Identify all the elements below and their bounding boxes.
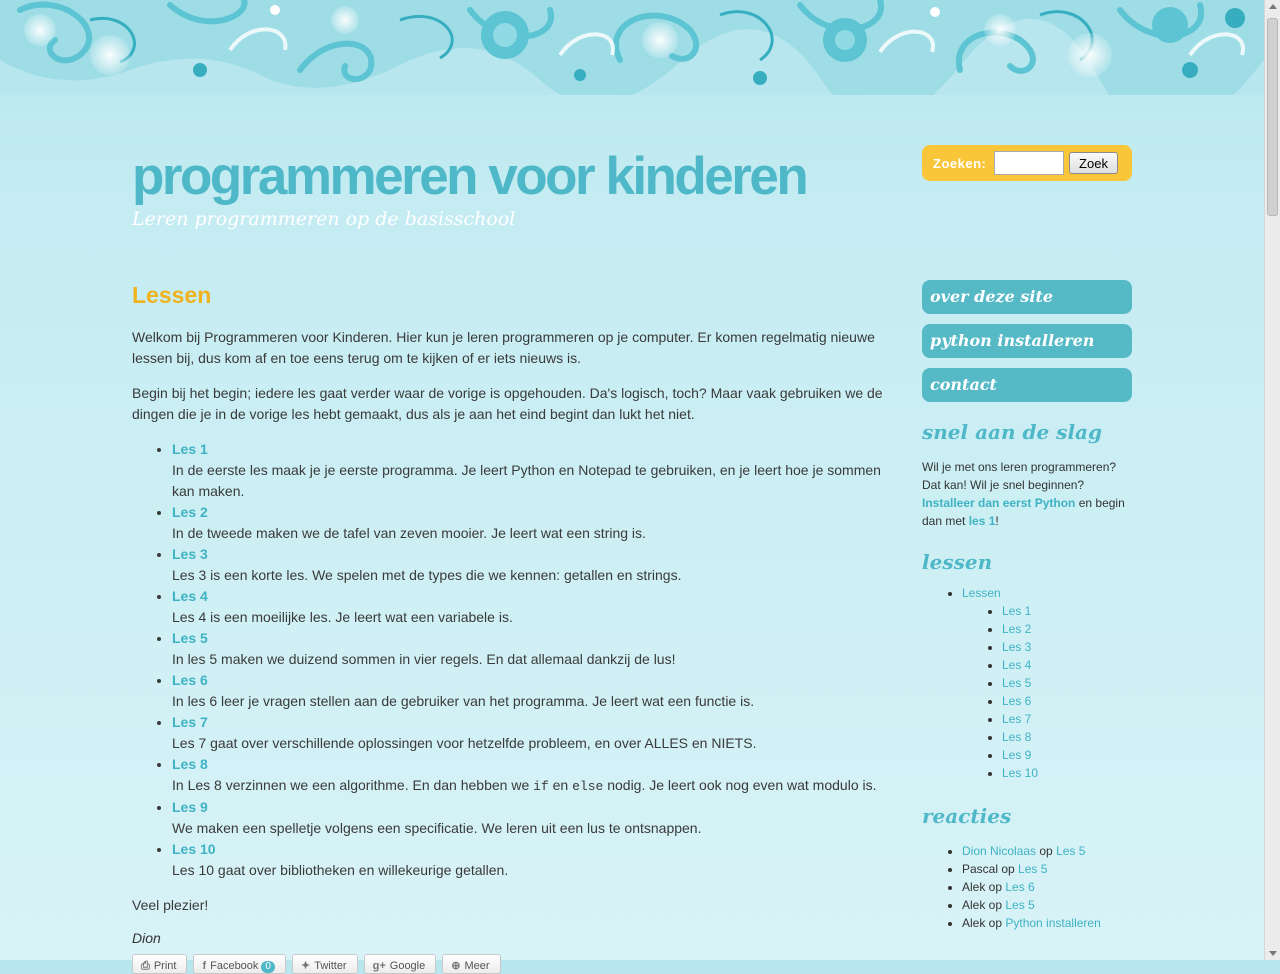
lesson-link-1[interactable]: Les 1 [172, 441, 208, 457]
sidebar [922, 280, 1132, 932]
lessons-widget-list [922, 584, 1132, 782]
les-1-link[interactable]: les 1 [968, 514, 996, 528]
comment-author-link[interactable]: Dion Nicolaas [962, 844, 1037, 858]
list-item [1002, 764, 1132, 782]
header-swirl-banner [0, 0, 1264, 95]
lesson-description: In les 6 leer je vragen stellen aan de gebruiker van het programma. Je leert wat een functie is. [172, 693, 755, 709]
lesson-link-5[interactable]: Les 5 [172, 630, 208, 646]
lesson-description-part: nodig. Je leert ook nog even wat modulo is. [603, 777, 877, 793]
lesson-link-4[interactable]: Les 4 [172, 588, 208, 604]
list-item [962, 860, 1132, 878]
author-signature: Dion [132, 930, 161, 946]
comment-post-link[interactable]: Les 5 [1056, 844, 1086, 858]
list-item [172, 839, 897, 881]
comment-op: op [985, 916, 1006, 930]
more-label: Meer [464, 960, 490, 972]
quickstart-heading: snel aan de slag [922, 420, 1102, 444]
lesson-link-7[interactable]: Les 7 [172, 714, 208, 730]
lesson-description: Les 3 is een korte les. We spelen met de types die we kennen: getallen en strings. [172, 567, 682, 583]
nav-over-deze-site[interactable]: over deze site [922, 280, 1132, 314]
comment-post-link[interactable]: Les 5 [1018, 862, 1048, 876]
google-button[interactable] [364, 954, 437, 974]
facebook-icon: f [202, 960, 207, 972]
list-item [962, 878, 1132, 896]
swirl-decoration-icon [0, 0, 1264, 95]
lessons-root-link[interactable]: Lessen [962, 586, 1001, 600]
lesson-description-part: In Les 8 verzinnen we een algorithme. En dan hebben we [172, 777, 534, 793]
lesson-link-3[interactable]: Les 3 [172, 546, 208, 562]
scroll-down-icon[interactable] [1269, 951, 1277, 956]
lesson-description: We maken een spelletje volgens een specificatie. We leren uit een lus te ontsnappen. [172, 820, 702, 836]
sidebar-lesson-link[interactable]: Les 1 [1002, 604, 1032, 618]
list-item [1002, 602, 1132, 620]
lesson-link-9[interactable]: Les 9 [172, 799, 208, 815]
site-title[interactable]: programmeren voor kinderen [132, 147, 807, 206]
sidebar-lesson-link[interactable]: Les 10 [1002, 766, 1039, 780]
list-item [962, 842, 1132, 860]
comment-post-link[interactable]: Python installeren [1005, 916, 1101, 930]
list-item [1002, 656, 1132, 674]
lesson-link-6[interactable]: Les 6 [172, 672, 208, 688]
lesson-link-8[interactable]: Les 8 [172, 756, 208, 772]
comments-list [922, 842, 1132, 932]
lesson-description: In les 5 maken we duizend sommen in vier regels. En dat allemaal dankzij de lus! [172, 651, 676, 667]
lesson-description: Les 4 is een moeilijke les. Je leert wat een variabele is. [172, 609, 513, 625]
lesson-description [172, 777, 877, 793]
comment-author: Pascal [962, 862, 999, 876]
page-title: Lessen [132, 282, 212, 308]
code-else: else [572, 779, 604, 794]
lesson-description-part: en [548, 777, 573, 793]
sidebar-lesson-link[interactable]: Les 7 [1002, 712, 1032, 726]
install-python-link[interactable]: Installeer dan eerst Python [922, 496, 1076, 510]
main-content [132, 282, 897, 974]
comment-author: Alek [962, 880, 986, 894]
list-item [172, 439, 897, 502]
quickstart-text-part: ! [995, 514, 999, 528]
sidebar-lesson-link[interactable]: Les 3 [1002, 640, 1032, 654]
lesson-link-2[interactable]: Les 2 [172, 504, 208, 520]
lesson-description: In de eerste les maak je je eerste programma. Je leert Python en Notepad te gebruiken, en je leert hoe je sommen kan maken. [172, 462, 881, 499]
sidebar-lesson-link[interactable]: Les 6 [1002, 694, 1032, 708]
list-item [1002, 728, 1132, 746]
search-box [922, 145, 1132, 181]
comment-op: op [998, 862, 1019, 876]
comment-author: Alek [962, 898, 986, 912]
intro-paragraph-1: Welkom bij Programmeren voor Kinderen. Hier kun je leren programmeren op je computer. Er komen regelmatig nieuwe lessen bij, dus kom af en toe eens terug om te kijken of er iets nieuws is. [132, 329, 875, 366]
list-item [172, 712, 897, 754]
lesson-description: Les 10 gaat over bibliotheken en willekeurige getallen. [172, 862, 509, 878]
share-bar [132, 954, 897, 974]
list-item [1002, 692, 1132, 710]
search-label: Zoeken: [933, 156, 987, 171]
list-item [172, 754, 897, 797]
site-tagline: Leren programmeren op de basisschool [132, 208, 516, 230]
closing-text: Veel plezier! [132, 897, 209, 913]
list-item [1002, 674, 1132, 692]
lessons-widget-heading: lessen [922, 550, 993, 574]
share-icon: ⊕ [451, 960, 461, 972]
print-button[interactable] [132, 954, 187, 974]
scrollbar[interactable] [1264, 0, 1280, 960]
twitter-icon: ✦ [300, 960, 311, 972]
sidebar-lesson-link[interactable]: Les 8 [1002, 730, 1032, 744]
quickstart-text-part: Wil je met ons leren programmeren? Dat kan! Wil je snel beginnen? [922, 460, 1117, 492]
list-item [172, 544, 897, 586]
nav-python-installeren[interactable]: python installeren [922, 324, 1132, 358]
nav-contact[interactable]: contact [922, 368, 1132, 402]
comment-op: op [985, 880, 1006, 894]
quickstart-text-part: en begin dan met [922, 496, 1125, 528]
search-button[interactable]: Zoek [1069, 152, 1118, 174]
sidebar-lesson-link[interactable]: Les 5 [1002, 676, 1032, 690]
twitter-button[interactable] [292, 954, 358, 974]
list-item [172, 797, 897, 839]
list-item [172, 586, 897, 628]
list-item [962, 914, 1132, 932]
comment-post-link[interactable]: Les 6 [1005, 880, 1035, 894]
lesson-link-10[interactable]: Les 10 [172, 841, 216, 857]
comments-heading: reacties [922, 804, 1012, 828]
comment-post-link[interactable]: Les 5 [1005, 898, 1035, 912]
facebook-count-badge: 0 [261, 961, 275, 973]
lesson-list [132, 439, 897, 881]
quickstart-text [922, 458, 1132, 530]
list-item [172, 502, 897, 544]
facebook-button[interactable] [193, 954, 286, 974]
scrollbar-thumb[interactable] [1267, 18, 1278, 216]
sidebar-lesson-link[interactable]: Les 9 [1002, 748, 1032, 762]
list-item [1002, 746, 1132, 764]
list-item [172, 628, 897, 670]
print-label: Print [153, 960, 177, 972]
comment-op: op [985, 898, 1006, 912]
twitter-label: Twitter [314, 960, 347, 972]
search-input[interactable] [994, 151, 1064, 175]
lesson-description: In de tweede maken we de tafel van zeven mooier. Je leert wat een string is. [172, 525, 646, 541]
printer-icon: ⎙ [141, 960, 150, 972]
sidebar-lesson-link[interactable]: Les 2 [1002, 622, 1032, 636]
comment-op: op [1036, 844, 1057, 858]
google-plus-icon: g+ [372, 960, 386, 972]
scroll-up-icon[interactable] [1269, 4, 1277, 9]
list-item [962, 896, 1132, 914]
list-item [172, 670, 897, 712]
code-if: if [533, 779, 549, 794]
list-item [1002, 620, 1132, 638]
more-button[interactable] [442, 954, 500, 974]
list-item [962, 584, 1132, 782]
google-label: Google [389, 960, 426, 972]
comment-author: Alek [962, 916, 986, 930]
lessons-sublist [962, 602, 1132, 782]
sidebar-lesson-link[interactable]: Les 4 [1002, 658, 1032, 672]
list-item [1002, 638, 1132, 656]
lesson-description: Les 7 gaat over verschillende oplossingen voor hetzelfde probleem, en over ALLES en NIETS. [172, 735, 757, 751]
intro-paragraph-2: Begin bij het begin; iedere les gaat verder waar de vorige is opgehouden. Da's logisch, toch? Maar vaak gebruiken we de dingen die je in de vorige les hebt gemaakt, dus als je aan het eind begint dan lukt het niet. [132, 385, 883, 422]
facebook-label: Facebook [210, 960, 259, 972]
list-item [1002, 710, 1132, 728]
